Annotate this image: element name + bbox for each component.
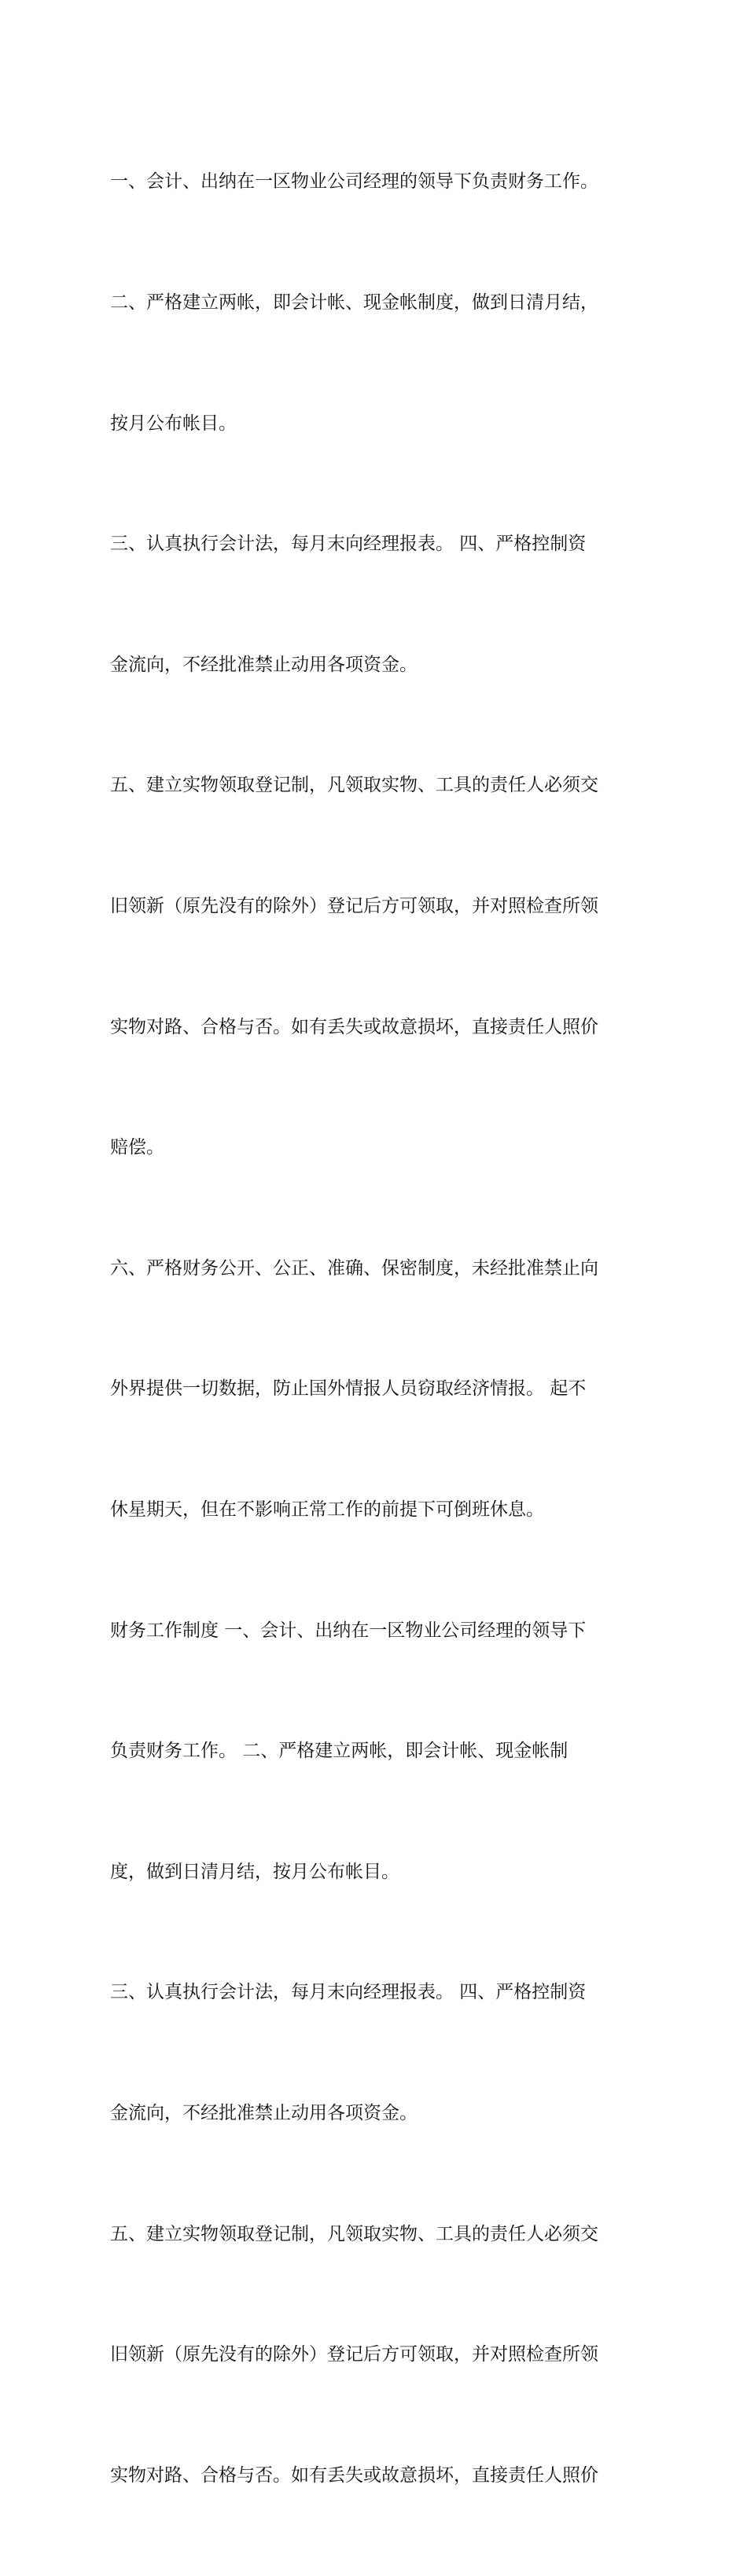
text-line: 旧领新（原先没有的除外）登记后方可领取，并对照检查所领 bbox=[110, 2344, 598, 2365]
text-line: 财务工作制度 一、会计、出纳在一区物业公司经理的领导下 bbox=[110, 1620, 587, 1641]
text-line: 按月公布帐目。 bbox=[110, 413, 237, 434]
text-line: 赔偿。 bbox=[110, 1137, 164, 1158]
text-line: 二、严格建立两帐，即会计帐、现金帐制度，做到日清月结， bbox=[110, 292, 598, 313]
text-line: 三、认真执行会计法，每月末向经理报表。 四、严格控制资 bbox=[110, 534, 587, 555]
text-line: 六、严格财务公开、公正、准确、保密制度，未经批准禁止向 bbox=[110, 1257, 598, 1279]
text-line: 金流向，不经批准禁止动用各项资金。 bbox=[110, 654, 418, 675]
text-line: 三、认真执行会计法，每月末向经理报表。 四、严格控制资 bbox=[110, 1982, 587, 2003]
text-line: 负责财务工作。 二、严格建立两帐，即会计帐、现金帐制 bbox=[110, 1741, 569, 1762]
text-line: 实物对路、合格与否。如有丢失或故意损坏，直接责任人照价 bbox=[110, 2464, 598, 2486]
text-line: 外界提供一切数据，防止国外情报人员窃取经济情报。 起不 bbox=[110, 1378, 587, 1400]
text-line: 休星期天，但在不影响正常工作的前提下可倒班休息。 bbox=[110, 1499, 544, 1520]
text-line: 度，做到日清月结，按月公布帐目。 bbox=[110, 1861, 399, 1882]
text-line: 五、建立实物领取登记制，凡领取实物、工具的责任人必须交 bbox=[110, 775, 598, 796]
text-line: 金流向，不经批准禁止动用各项资金。 bbox=[110, 2102, 418, 2123]
text-line: 旧领新（原先没有的除外）登记后方可领取，并对照检查所领 bbox=[110, 895, 598, 916]
text-line: 一、会计、出纳在一区物业公司经理的领导下负责财务工作。 bbox=[110, 171, 598, 193]
text-line: 实物对路、合格与否。如有丢失或故意损坏，直接责任人照价 bbox=[110, 1016, 598, 1037]
text-line: 五、建立实物领取登记制，凡领取实物、工具的责任人必须交 bbox=[110, 2223, 598, 2244]
document-body bbox=[110, 82, 653, 2576]
